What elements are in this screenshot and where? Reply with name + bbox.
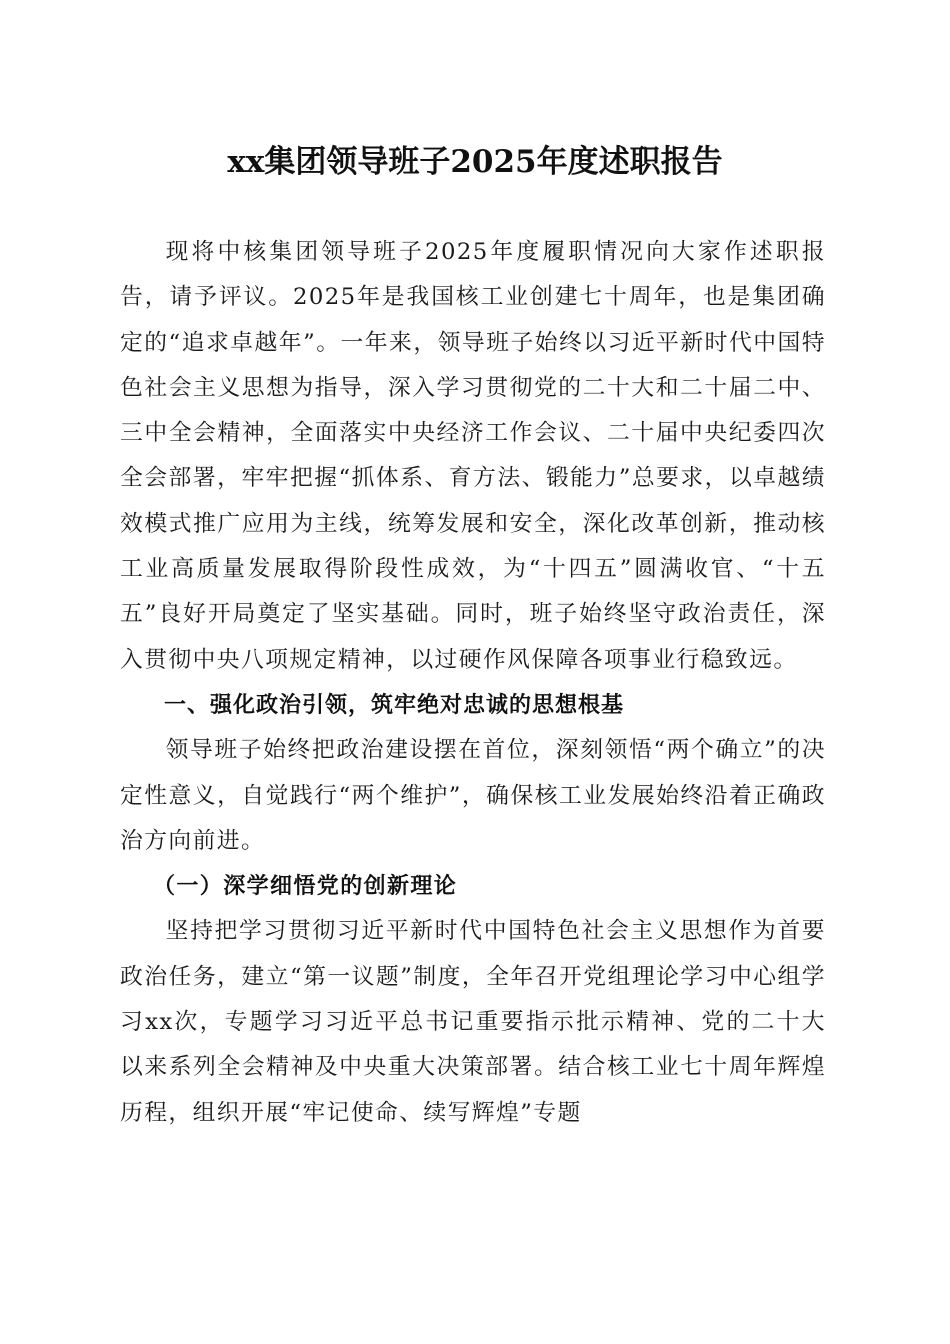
document-body xyxy=(120,230,826,1136)
section-1-paragraph: 领导班子始终把政治建设摆在首位，深刻领悟“两个确立”的决定性意义，自觉践行“两个维护”，确保核工业发展始终沿着正确政治方向前进。 xyxy=(120,737,826,854)
section-1-heading: 一、强化政治引领，筑牢绝对忠诚的思想根基 xyxy=(164,692,625,718)
subsection-1-paragraph: 坚持把学习贯彻习近平新时代中国特色社会主义思想作为首要政治任务，建立“第一议题”制度，全年召开党组理论学习中心组学习xx次，专题学习习近平总书记重要指示批示精神、党的二十大以来系列全会精神及中央重大决策部署。结合核工业七十周年辉煌历程，组织开展“牢记使命、续写辉煌”专题 xyxy=(120,918,826,1126)
document-title: xx集团领导班子2025年度述职报告 xyxy=(227,144,723,180)
subsection-1-heading: （一）深学细悟党的创新理论 xyxy=(153,873,458,900)
intro-paragraph: 现将中核集团领导班子2025年度履职情况向大家作述职报告，请予评议。2025年是我国核工业创建七十周年，也是集团确定的“追求卓越年”。一年来，领导班子始终以习近平新时代中国特色社会主义思想为指导，深入学习贯彻党的二十大和二十届二中、三中全会精神，全面落实中央经济工作会议、二十届中央纪委四次全会部署，牢牢把握“抓体系、育方法、锻能力”总要求，以卓越绩效模式推广应用为主线，统筹发展和安全，深化改革创新，推动核工业高质量发展取得阶段性成效，为“十四五”圆满收官、“十五五”良好开局奠定了坚实基础。同时，班子始终坚守政治责任，深入贯彻中央八项规定精神，以过硬作风保障各项事业行稳致远。 xyxy=(120,239,826,673)
